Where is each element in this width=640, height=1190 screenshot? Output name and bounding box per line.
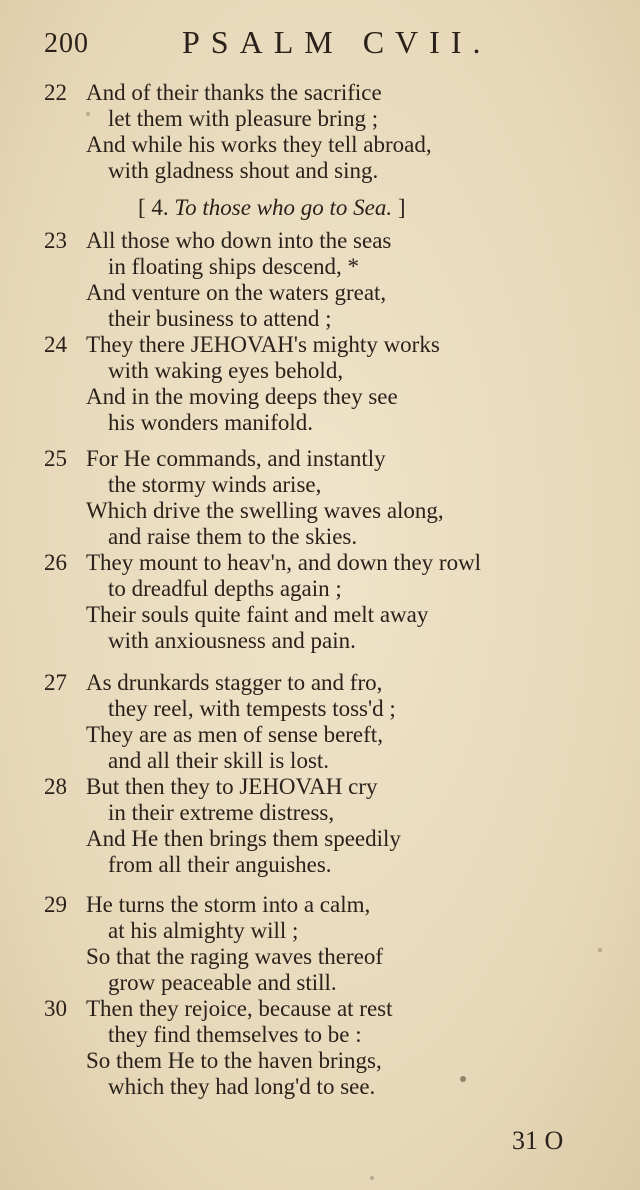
verse-line: their business to attend ; — [108, 306, 332, 331]
verse-line: with waking eyes behold, — [108, 358, 344, 383]
verse-line: and all their skill is lost. — [108, 748, 330, 773]
verse-line: with anxiousness and pain. — [108, 628, 356, 653]
verse-number: 24 — [44, 332, 67, 357]
running-title: PSALM CVII. — [182, 24, 492, 60]
verse-line: they reel, with tempests toss'd ; — [108, 696, 396, 721]
verse-line: his wonders manifold. — [108, 410, 314, 435]
verse-number: 26 — [44, 550, 67, 575]
verse-line: in floating ships descend, * — [108, 254, 360, 279]
verse-line: grow peaceable and still. — [108, 970, 337, 995]
verse-line: let them with pleasure bring ; — [108, 106, 379, 131]
verse-line: All those who down into the seas — [86, 228, 392, 253]
verse-line: with gladness shout and sing. — [108, 158, 379, 183]
page-header — [0, 24, 640, 64]
verse-line: They there JEHOVAH's mighty works — [86, 332, 440, 357]
verse-line: to dreadful depths again ; — [108, 576, 342, 601]
section-title: To those who go to Sea. — [174, 195, 393, 220]
verse-number: 25 — [44, 446, 67, 471]
verse-line: And He then brings them speedily — [86, 826, 401, 851]
verse-line: They mount to heav'n, and down they rowl — [86, 550, 482, 575]
verse-line: the stormy winds arise, — [108, 472, 322, 497]
verse-line: Their souls quite faint and melt away — [86, 602, 429, 627]
verse-line: And venture on the waters great, — [86, 280, 387, 305]
verse-line: So that the raging waves thereof — [86, 944, 383, 969]
verse-line: they find themselves to be : — [108, 1022, 362, 1047]
paper-speck — [86, 112, 90, 116]
verse-line: which they had long'd to see. — [108, 1074, 376, 1099]
verse-line: from all their anguishes. — [108, 852, 332, 877]
verse-line: Which drive the swelling waves along, — [86, 498, 444, 523]
verse-line: and raise them to the skies. — [108, 524, 358, 549]
verse-number: 27 — [44, 670, 67, 695]
paper-speck — [370, 1176, 374, 1180]
verse-line: And in the moving deeps they see — [86, 384, 398, 409]
bracket-open: [ — [138, 195, 146, 220]
verse-number: 23 — [44, 228, 67, 253]
verse-number: 28 — [44, 774, 67, 799]
verse-line: in their extreme distress, — [108, 800, 335, 825]
verse-line: As drunkards stagger to and fro, — [86, 670, 383, 695]
verse-line: For He commands, and instantly — [86, 446, 386, 471]
bracket-close: ] — [397, 195, 406, 220]
verse-number: 29 — [44, 892, 67, 917]
verse-line: And while his works they tell abroad, — [86, 132, 432, 157]
verse-line: They are as men of sense bereft, — [86, 722, 383, 747]
verse-line: He turns the storm into a calm, — [86, 892, 371, 917]
verse-line: So them He to the haven brings, — [86, 1048, 382, 1073]
section-number: 4. — [151, 195, 169, 220]
verse-line: But then they to JEHOVAH cry — [86, 774, 378, 799]
catchword: 31 O — [512, 1126, 564, 1155]
ink-blot — [460, 1076, 466, 1082]
verse-line: And of their thanks the sacrifice — [86, 80, 382, 105]
paper-speck — [598, 948, 602, 952]
page-number: 200 — [44, 28, 89, 59]
verse-number: 22 — [44, 80, 67, 105]
verse-number: 30 — [44, 996, 67, 1021]
section-heading — [138, 195, 406, 221]
verse-line: at his almighty will ; — [108, 918, 299, 943]
verse-line: Then they rejoice, because at rest — [86, 996, 393, 1021]
